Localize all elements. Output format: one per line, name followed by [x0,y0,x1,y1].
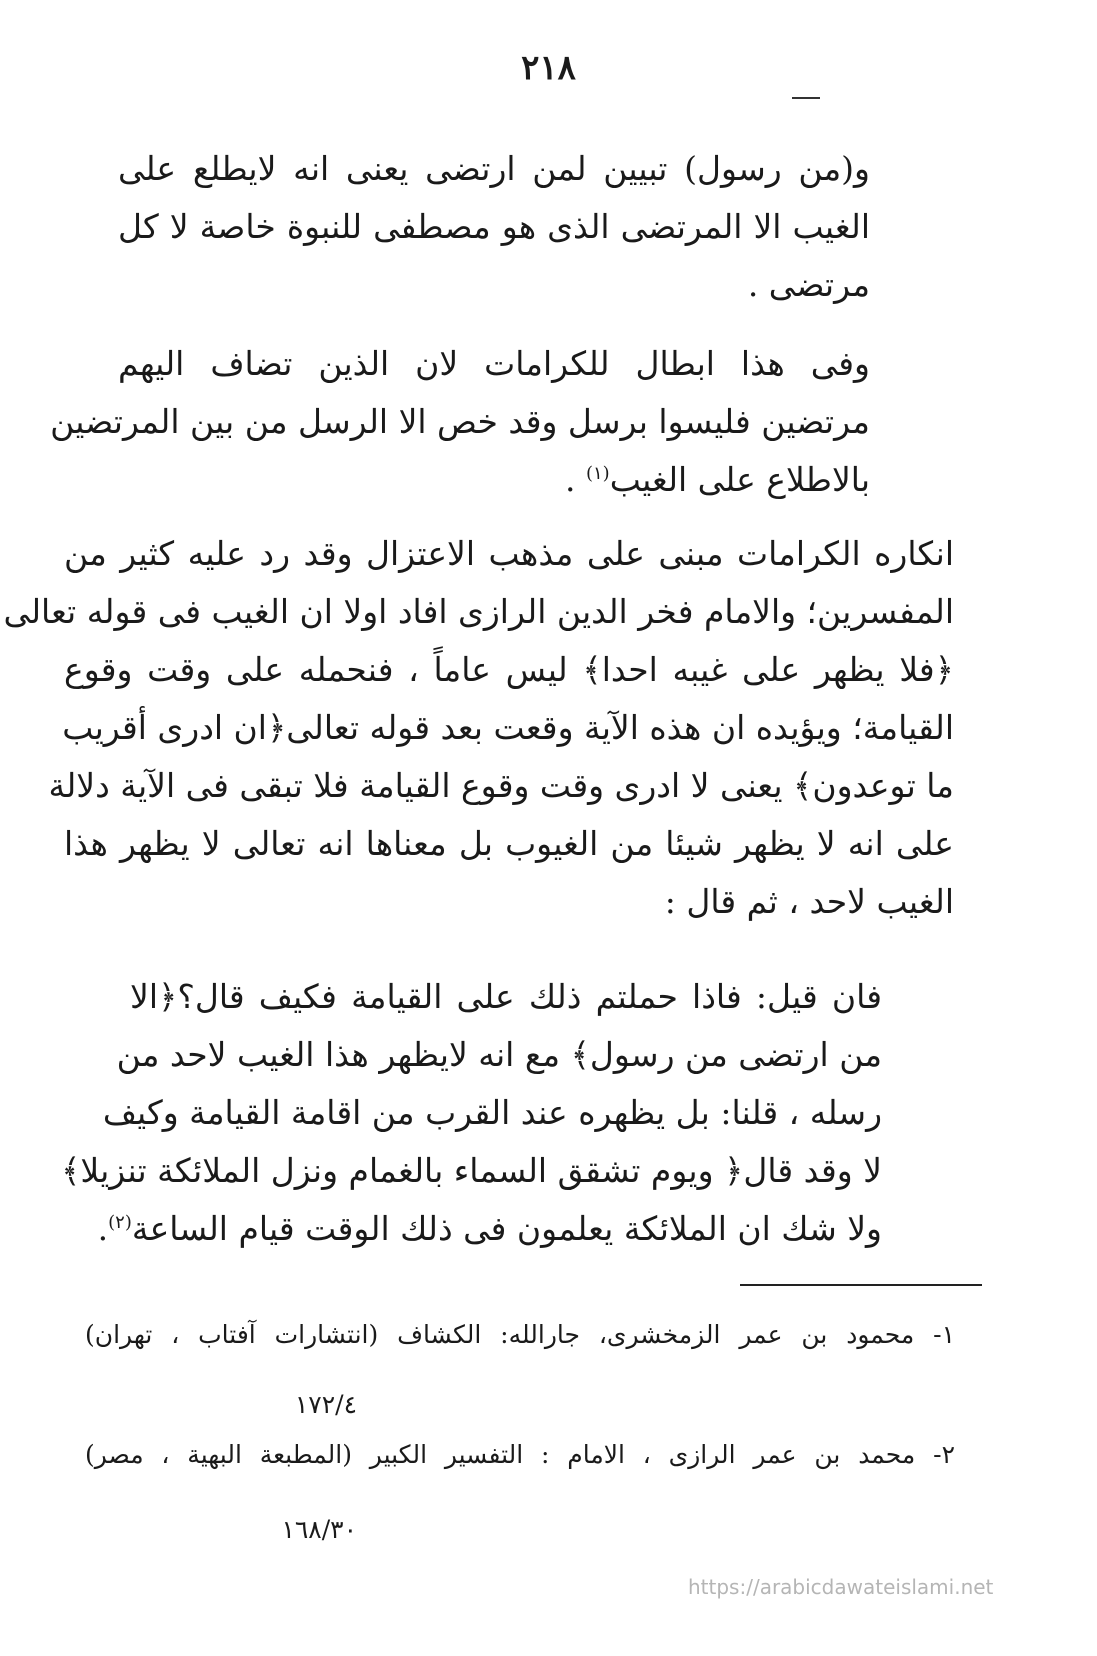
text-line: مرتضى . [747,265,870,304]
text-line: الغيب لاحد ، ثم قال : [664,882,954,921]
page-number: ٢١٨ [521,48,576,88]
text-line: و(من رسول) تبيين لمن ارتضى يعنى انه لايطلع على [118,149,870,188]
footnote-2-volume-page: ١٦٨/٣٠ [281,1515,357,1544]
text-line [97,1200,882,1258]
quote-razi [61,968,882,1258]
quote-zamakhshari [118,140,870,314]
text-segment: بالاطلاع على الغيب [609,460,870,499]
footnote-1-volume-page: ١٧٢/٤ [294,1390,357,1419]
text-line: وفى هذا ابطال للكرامات لان الذين تضاف اليهم [118,344,870,383]
text-line: لا وقد قال﴿ ويوم تشقق السماء بالغمام ونزل الملائكة تنزيلا﴾ [61,1151,882,1190]
footnote-2: ٢- محمد بن عمر الرازى ، الامام : التفسير الكبير (المطبعة البهية ، مصر) [85,1440,955,1469]
text-line: انكاره الكرامات مبنى على مذهب الاعتزال وقد رد عليه كثير من [64,534,954,573]
main-paragraph [3,525,954,931]
text-line: فان قيل: فاذا حملتم ذلك على القيامة فكيف قال؟﴿الا [130,977,882,1016]
footnote-divider [740,1284,982,1286]
watermark-url: https://arabicdawateislami.net [688,1575,994,1599]
text-line: الغيب الا المرتضى الذى هو مصطفى للنبوة خاصة لا كل [118,207,870,246]
text-segment: ولا شك ان الملائكة يعلمون فى ذلك الوقت قيام الساعة [131,1209,882,1248]
text-line: القيامة؛ ويؤيده ان هذه الآية وقعت بعد قوله تعالى﴿ان ادرى أقريب [62,708,954,747]
header-dash [792,97,820,99]
footnote-marker: (٢) [108,1212,132,1233]
text-line: مرتضين فليسوا برسل وقد خص الا الرسل من بين المرتضين [50,402,870,441]
text-line: المفسرين؛ والامام فخر الدين الرازى افاد اولا ان الغيب فى قوله تعالى [3,592,954,631]
text-segment: . [97,1209,109,1248]
footnote-marker: (١) [585,463,610,484]
text-line: من ارتضى من رسول﴾ مع انه لايظهر هذا الغيب لاحد من [116,1035,882,1074]
text-segment: . [564,460,586,499]
quote-karamat [50,335,870,509]
footnote-1: ١- محمود بن عمر الزمخشرى، جارالله: الكشاف (انتشارات آفتاب ، تهران) [85,1320,955,1349]
text-line: ﴿فلا يظهر على غيبه احدا﴾ ليس عاماً ، فنحمله على وقت وقوع [64,650,954,689]
text-line: على انه لا يظهر شيئا من الغيوب بل معناها انه تعالى لا يظهر هذا [64,824,954,863]
text-line: ما توعدون﴾ يعنى لا ادرى وقت وقوع القيامة فلا تبقى فى الآية دلالة [48,766,954,805]
text-line: رسله ، قلنا: بل يظهره عند القرب من اقامة القيامة وكيف [102,1093,882,1132]
text-line [118,451,870,509]
